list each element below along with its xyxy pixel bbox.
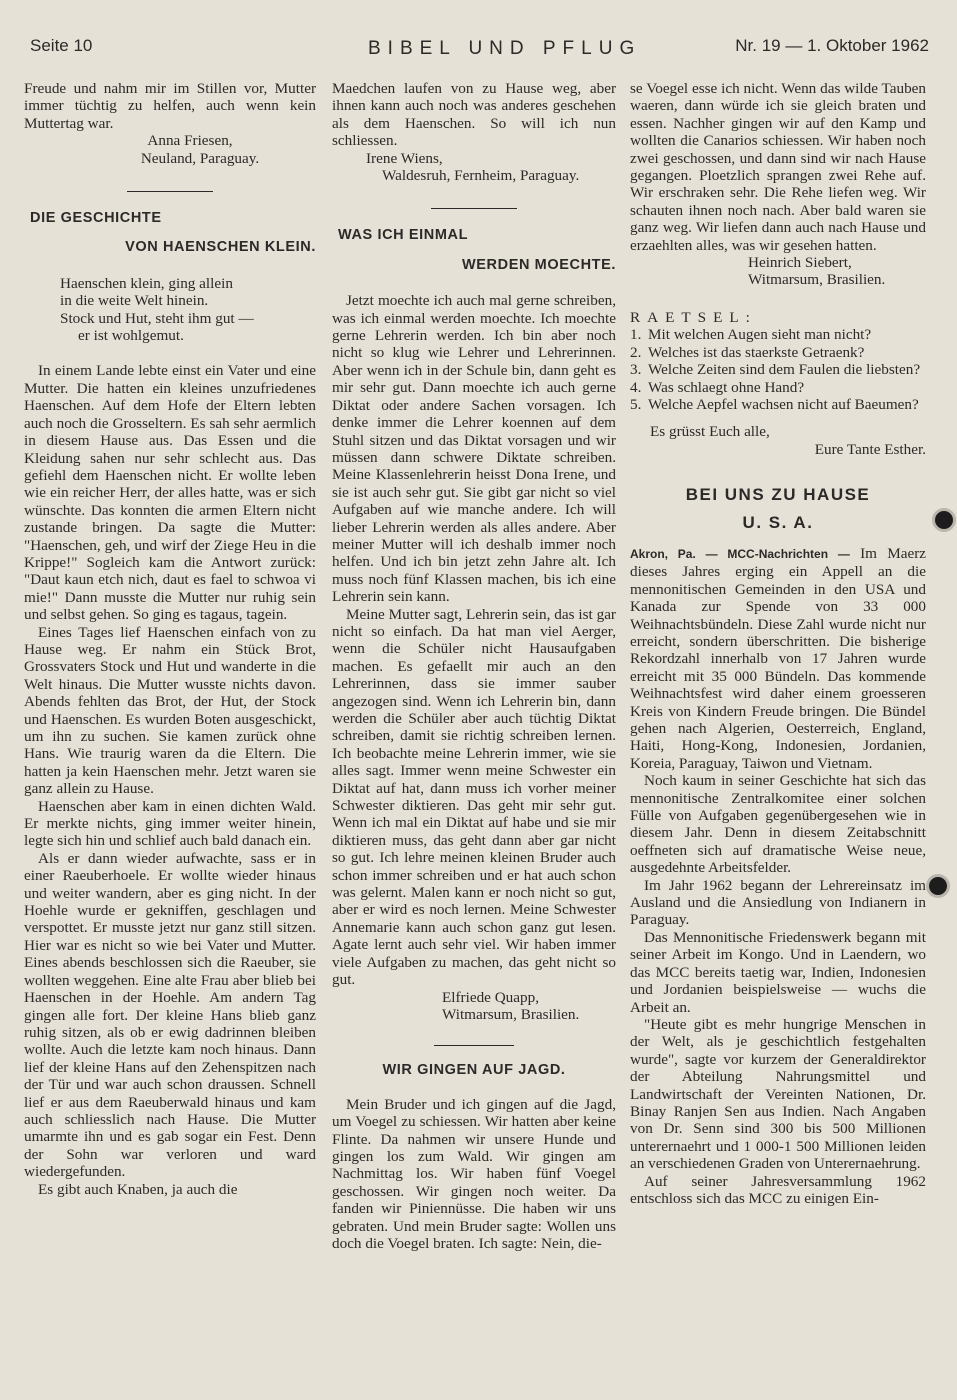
riddle-item: 1. Mit welchen Augen sieht man nicht? (630, 326, 872, 344)
dateline: Akron, Pa. — MCC-Nachrichten — (630, 546, 850, 561)
paragraph: Noch kaum in seiner Geschichte hat sich das mennonitische Zentralkomitee einer solchen Fülle von Aufgaben gegenübergesehen wie in diesem Jahr. Denn in diesem Zeitabschnitt oeffneten sich auf dramatische Weise neue, ausgedehnte Arbeitsfelder. (630, 772, 926, 877)
separator-line (434, 1045, 514, 1046)
publication-title: BIBEL UND PFLUG (368, 38, 642, 59)
column-middle (332, 80, 616, 1252)
article-heading: BEI UNS ZU HAUSE (685, 485, 871, 505)
continued-text: se Voegel esse ich nicht. Wenn das wilde Tauben waeren, dann würde ich sie gleich braten und essen. Nachher gingen wir auf den Kamp und wollten die Canarios schiessen. Wir haben noch zwei geschossen, und dann sind wir nach Hause gegangen. Ploetzlich sprangen zwei Rehe auf. Wir erschraken sehr. Die Rehe liefen weg. Wir schauten ihnen noch nach. Aber bald waren sie ganz weg. Wir liefen dann auch nach Hause und erzaehlten alles, was wir gesehen hatten. (630, 80, 926, 254)
riddle-heading: RAETSEL: (630, 308, 757, 326)
greeting-signature: Eure Tante Esther. (814, 440, 926, 458)
paragraph: "Heute gibt es mehr hungrige Menschen in der Welt, als je geschichtlich festgehalten wurde", sagte vor kurzem der Generaldirektor der Abteilung Nahrungsmittel und Landwirtschaft der Vereinten Nationen, Dr. Binay Ranjen Sen aus Indien. Nach Angaben von Dr. Senn sind 300 bis 500 Millionen unterernaehrt und 1 000-1 500 Millionen leiden an verschiedenen Graden von Unterernaehrung. (630, 1015, 926, 1173)
article-heading-line2: U. S. A. (742, 512, 814, 532)
signature-place: Waldesruh, Fernheim, Paraguay. (382, 167, 580, 185)
article-heading: WIR GINGEN AUF JAGD. (382, 1062, 566, 1079)
separator-line (431, 208, 517, 209)
intro-text: Maedchen laufen von zu Hause weg, aber ihnen kann auch noch was anderes geschehen als dem Haenschen. So will ich nun schliessen. (332, 80, 616, 150)
page-header (30, 36, 929, 66)
riddle-item: 3. Welche Zeiten sind dem Faulen die liebsten? (630, 361, 921, 379)
signature-name: Irene Wiens, (366, 149, 443, 167)
punch-hole (932, 508, 956, 532)
paragraph: Auf seiner Jahresversammlung 1962 entschloss sich das MCC zu einigen Ein- (630, 1172, 926, 1207)
paragraph: Haenschen aber kam in einen dichten Wald. Er merkte nichts, ging immer weiter hinein, legte sich hin und schlief auch bald danach ein. (24, 797, 316, 850)
separator-line (127, 191, 213, 192)
paragraph: Mein Bruder und ich gingen auf die Jagd, um Voegel zu schiessen. Wir hatten aber keine Flinte. Da nahmen wir unsere Hunde und gingen los zum Wald. Wir gingen am Nachmittag los. Wir haben fünf Voegel geschossen. Wir gingen noch weiter. Da fanden wir Piniennüsse. Die haben wir uns gebraten. Und mein Bruder sagte: Wollen uns doch die Voegel braten. Ich sagte: Nein, die- (332, 1095, 616, 1252)
riddle-item: 2. Welches ist das staerkste Getraenk? (630, 343, 865, 361)
paragraph: Im Jahr 1962 begann der Lehrereinsatz im Ausland und die Ansiedlung von Indianern in Paraguay. (630, 876, 926, 929)
riddle-item: 4. Was schlaegt ohne Hand? (630, 378, 805, 396)
signature-place: Witmarsum, Brasilien. (748, 271, 886, 289)
signature-name: Anna Friesen, (147, 132, 233, 150)
punch-hole (926, 874, 950, 898)
paragraph: Jetzt moechte ich auch mal gerne schreiben, was ich einmal werden moechte. Ich moechte gerne Lehrerin werden. Ich bin aber noch nicht so klug wie Lehrer und Lehrerinnen. Aber wenn ich in der Schule bin, dann geht es mir sehr gut. Dann moechte ich auch gerne Diktat oder andere Sachen vorsagen. Ich denke immer die Lehrer koennen auf dem Stuhl sitzen und das Diktat vorsagen und wir müssen dann schwere Diktate schreiben. Meine Klassenlehrerin heisst Dona Irene, und sie ist auch sehr gut. Sie gibt gar nicht so viel Aufgaben auf wie manche andere. Ich will lieber Lehrerin werden als alles andere. Aber meiner Mutter will ich deshalb immer noch helfen. Und ich bin jetzt zehn Jahre alt. Ich muss noch fünf Klassen machen, bis ich eine Lehrerin sein kann. (332, 292, 616, 606)
issue-date: Nr. 19 — 1. Oktober 1962 (735, 36, 929, 55)
signature-name: Heinrich Siebert, (748, 254, 852, 272)
intro-text: Freude und nahm mir im Stillen vor, Mutter immer tüchtig zu helfen, auch wenn kein Muttertag war. (24, 80, 316, 132)
paragraph: Das Mennonitische Friedenswerk begann mit seiner Arbeit im Kongo. Und in Laendern, wo das MCC bereits taetig war, Indien, Indonesien und Jordanien beispielsweise — wuchs die Arbeit an. (630, 928, 926, 1016)
article-heading: DIE GESCHICHTE (30, 210, 162, 227)
article-heading-line2: VON HAENSCHEN KLEIN. (125, 239, 316, 256)
paragraph: Eines Tages lief Haenschen einfach von zu Hause weg. Er nahm ein Stück Brot, Grossvaters Stock und Hut und wanderte in die Welt hinaus. Die Mutter wusste nichts davon. Abends fehlten das Brot, der Hut, der Stock und Haenschen. Es wurden Boten ausgeschickt, um ihn zu suchen. Sie kamen zurück ohne Hans. Wie traurig waren da die Eltern. Die hatten ja kein Haenschen mehr. Jetzt waren sie ganz allein zu Hause. (24, 623, 316, 798)
page-number: Seite 10 (30, 36, 93, 55)
riddle-item: 5. Welche Aepfel wachsen nicht auf Baeumen? (630, 395, 919, 413)
greeting: Es grüsst Euch alle, (650, 423, 770, 441)
paragraph: In einem Lande lebte einst ein Vater und eine Mutter. Die hatten ein kleines unzufriedenes Haenschen. Auf dem Hofe der Eltern lebten auch noch die Grosseltern. Es sah sehr aermlich in diesem Hause aus. Das Essen und die Kleidung sahen nur sehr schlecht aus. Das gefiehl dem Haenschen nicht. Er wollte leben wie ein reicher Herr, der alles hatte, was er sich wünschte. Das konnten die armen Eltern nicht zustande bringen. Da sagte die Mutter: "Haenschen, geh, und wirf der Ziege Heu in die Krippe!" Sogleich kam die Antwort zurück: "Daut kaun etch nich, daut es fael to schwoa vi mie!" Dann musste die Mutter nur ruhig sein und selbst gehen. So ging es tagaus, tagein. (24, 362, 316, 624)
paragraph: Meine Mutter sagt, Lehrerin sein, das ist gar nicht so einfach. Da hat man viel Aerger, wenn die Schüler nicht Hausaufgaben machen. Es gefaellt mir auch an den Lehrerinnen, dass sie immer sauber angezogen sind. Wenn ich Lehrerin bin, dann werden die Schüler aber auch tüchtig Diktat schreiben, damit sie richtig schreiben lernen. Ich beobachte meine Lehrerin immer, wie sie alles sagt. Immer wenn meine Schwester ein Diktat auf hat, dann muss ich vorher meiner Schwester diktieren. Das geht mir sehr gut. Wenn ich mal ein Diktat auf habe und sie mir diktieren muss, das geht dann aber gar nicht so gut. Ich lehre meinen kleinen Bruder auch schon immer schreiben und er hat auch schon was gelernt. Malen kann er noch nicht so gut, aber er wird es noch lernen. Meine Schwester Annemarie kann auch schon ganz gut lesen. Agate lernt auch sehr viel. Wir haben immer viele Aufgaben zu machen, das geht nicht so gut. (332, 605, 616, 989)
poem-line: Stock und Hut, steht ihm gut — (60, 309, 254, 327)
column-left (24, 80, 316, 1198)
signature-place: Neuland, Paraguay. (140, 149, 260, 167)
poem (24, 275, 316, 345)
poem-line: Haenschen klein, ging allein (60, 274, 233, 292)
paragraph: Als er dann wieder aufwachte, sass er in einer Raeuberhoele. Er wollte wieder hinaus und weiter wandern, aber es ging nicht. In der Hoehle wurde er gekniffen, geschlagen und verspottet. Er musste jetzt nur ganz still sitzen. Hier war es nicht so wie bei Vater und Mutter. Eines abends beschlossen sich die Raeuber, sie wollten weggehen. Eine alte Frau aber blieb bei Haenschen in der Hoehle. Am andern Tag gingen alle fort. Der kleine Hans blieb ganz ruhig sitzen, als ob er ewig dadrinnen bleiben wollte. Auch die letzte kam noch hinaus. Dann lief der kleine Hans auf den Zehenspitzen nach der Tür und war auch schon draussen. Schnell lief er aus dem Raeuberwald hinaus und kam auch schliesslich nach Hause. Die Mutter umarmte ihn und es gab sogar ein Fest. Denn der Sohn war verloren und ward wiedergefunden. (24, 849, 316, 1181)
signature-name: Elfriede Quapp, (442, 988, 539, 1006)
column-right (630, 80, 926, 1207)
poem-line: er ist wohlgemut. (78, 327, 184, 345)
article-heading: WAS ICH EINMAL (338, 227, 469, 244)
paragraph: Akron, Pa. — MCC-Nachrichten — Im Maerz dieses Jahres erging ein Appell an die mennonitischen Gemeinden in den USA und Kanada zur Spende von 33 000 Weihnachtsbündeln. Diese Zahl wurde nicht nur erreicht, sondern überschritten. Die bisherige Rekordzahl innerhalb von 17 Jahren wurde erreicht mit 35 000 Bündeln. Das kommende Weihnachtsfest wird daher einem groesseren Kreis von Kindern Freude bringen. Die Bündel gehen nach Algerien, Oesterreich, England, Haiti, Hong-Kong, Indonesien, Jordanien, Koreia, Paraguay, Taiwon und Vietnam. (630, 544, 926, 772)
paragraph: Es gibt auch Knaben, ja auch die (38, 1180, 238, 1198)
poem-line: in die weite Welt hinein. (60, 292, 209, 310)
signature-place: Witmarsum, Brasilien. (442, 1005, 580, 1023)
article-heading-line2: WERDEN MOECHTE. (462, 256, 616, 273)
